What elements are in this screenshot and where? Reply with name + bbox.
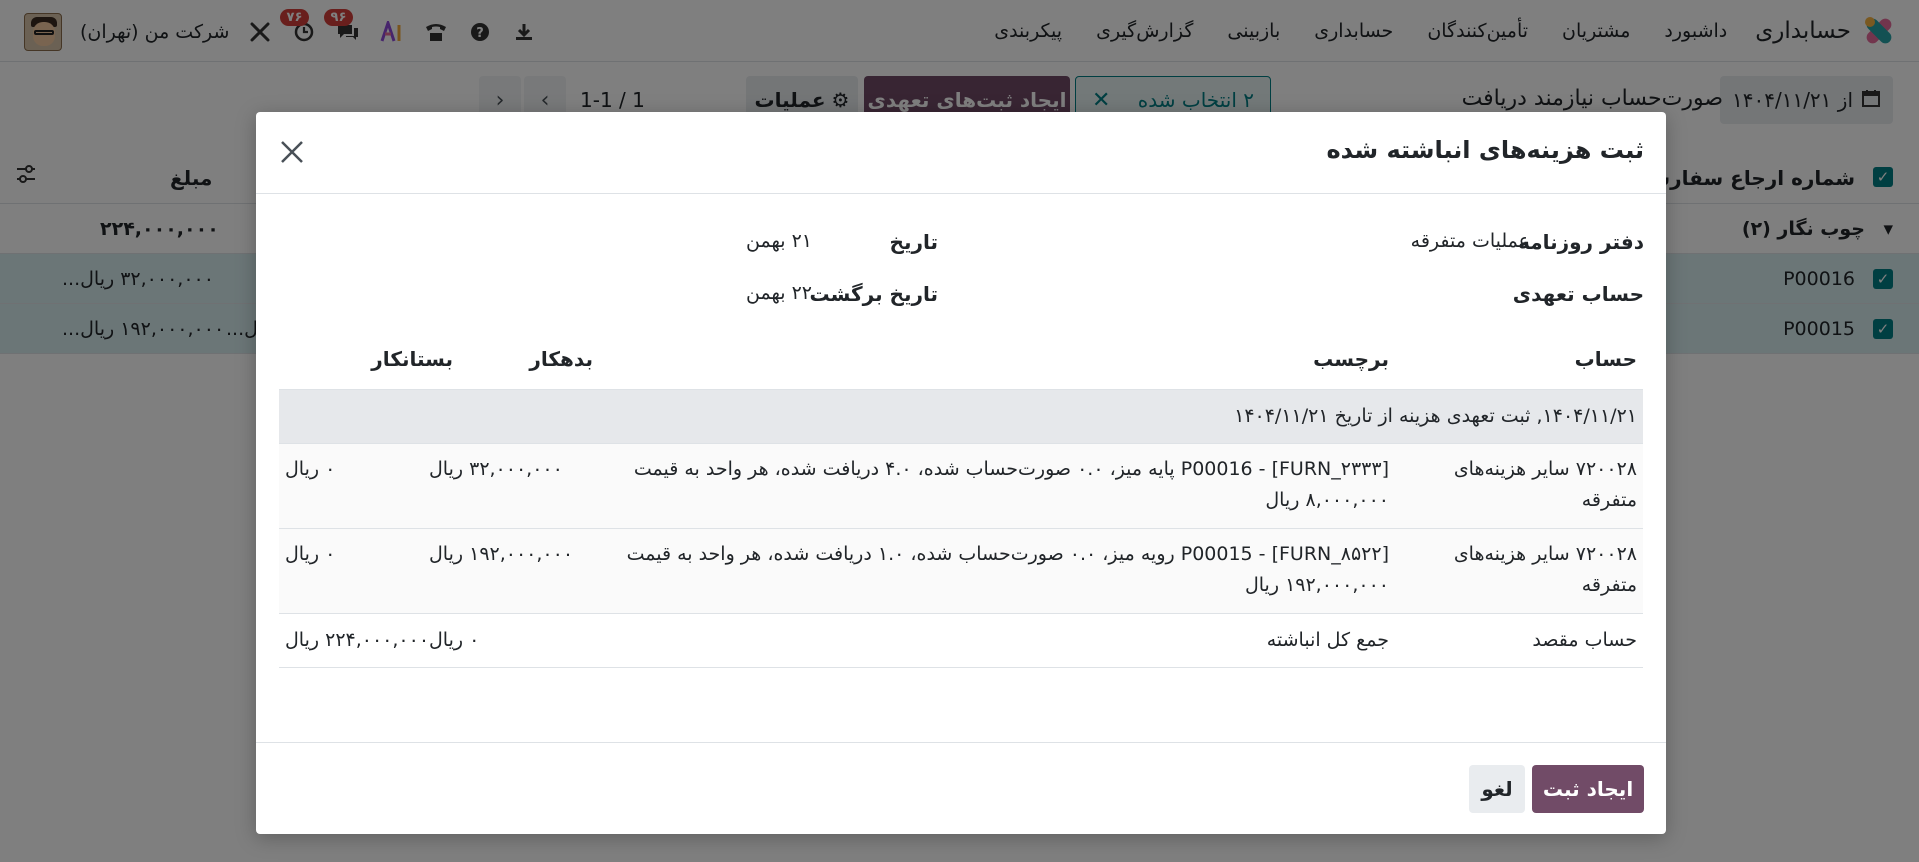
- journal-label: دفتر روزنامه: [1518, 230, 1644, 254]
- line-account-cont: متفرقه: [1581, 574, 1637, 596]
- total-debit: ۰ ریال: [429, 629, 480, 651]
- column-label: برچسب: [1313, 347, 1389, 371]
- reversal-date-label: تاریخ برگشت: [809, 282, 938, 306]
- column-debit: بدهکار: [529, 347, 593, 371]
- cancel-button[interactable]: لغو: [1469, 765, 1525, 813]
- table-row[interactable]: [279, 444, 1643, 529]
- line-label-cont: ۱۹۲,۰۰۰,۰۰۰ ریال: [1244, 574, 1389, 596]
- total-row[interactable]: [279, 614, 1643, 668]
- line-label: [FURN_۲۳۳۳] - P00016 پایه میز، ۰.۰ صورت‌حساب شده، ۴.۰ دریافت شده، هر واحد به قیمت: [633, 458, 1389, 480]
- line-account: ۷۲۰۰۲۸ سایر هزینه‌های: [1453, 458, 1637, 480]
- line-account: ۷۲۰۰۲۸ سایر هزینه‌های: [1453, 543, 1637, 565]
- date-label: تاریخ: [889, 230, 938, 254]
- lines-header-row: [279, 330, 1643, 390]
- line-credit: ۰ ریال: [285, 458, 336, 480]
- create-entry-button[interactable]: ایجاد ثبت: [1532, 765, 1644, 813]
- total-label: جمع کل انباشته: [1266, 629, 1389, 651]
- dialog-footer: [256, 742, 1666, 834]
- section-row: [279, 390, 1643, 444]
- journal-field[interactable]: عملیات متفرقه: [1410, 230, 1530, 252]
- line-credit: ۰ ریال: [285, 543, 336, 565]
- table-row[interactable]: [279, 529, 1643, 614]
- accrual-account-field[interactable]: [1170, 282, 1470, 310]
- total-credit: ۲۲۴,۰۰۰,۰۰۰ ریال: [285, 629, 430, 651]
- line-label-cont: ۸,۰۰۰,۰۰۰ ریال: [1265, 489, 1389, 511]
- column-credit: بستانکار: [371, 347, 453, 371]
- target-account: حساب مقصد: [1532, 629, 1637, 651]
- line-account-cont: متفرقه: [1581, 489, 1637, 511]
- dialog-header: [256, 112, 1666, 194]
- section-label: ۱۴۰۴/۱۱/۲۱, ثبت تعهدی هزینه از تاریخ ۱۴۰۴/۱۱/۲۱: [1234, 405, 1637, 427]
- accrued-expense-dialog: [256, 112, 1666, 834]
- date-field[interactable]: ۲۱ بهمن: [746, 230, 812, 252]
- dialog-title: ثبت هزینه‌های انباشته شده: [1326, 136, 1644, 164]
- line-debit: ۱۹۲,۰۰۰,۰۰۰ ریال: [429, 543, 574, 565]
- accrual-account-label: حساب تعهدی: [1512, 282, 1644, 306]
- reversal-date-field[interactable]: ۲۲ بهمن: [746, 282, 812, 304]
- column-account: حساب: [1574, 347, 1637, 371]
- line-label: [FURN_۸۵۲۲] - P00015 رویه میز، ۰.۰ صورت‌حساب شده، ۱.۰ دریافت شده، هر واحد به قیمت: [626, 543, 1389, 565]
- journal-lines-table: [279, 330, 1643, 668]
- close-icon[interactable]: [274, 134, 310, 170]
- line-debit: ۳۲,۰۰۰,۰۰۰ ریال: [429, 458, 563, 480]
